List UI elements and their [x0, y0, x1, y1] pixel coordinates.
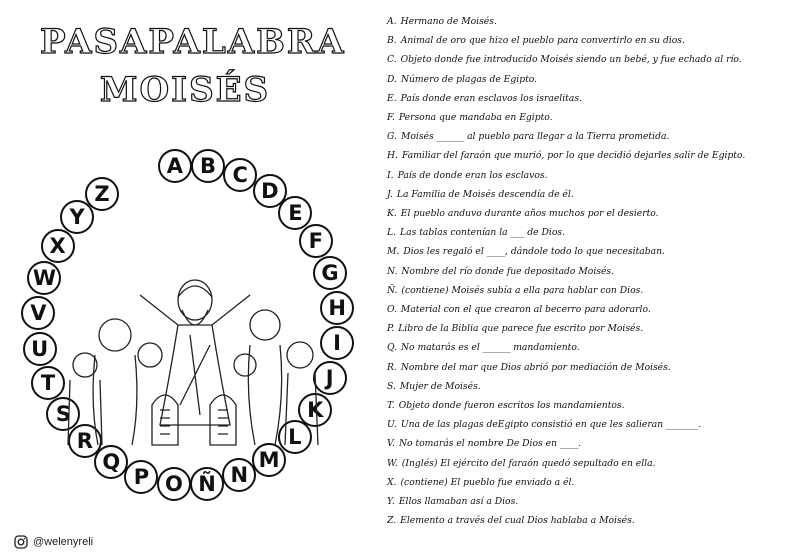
clue-item [387, 377, 787, 396]
letter-badge-u: U [23, 332, 57, 366]
clue-item [387, 31, 787, 50]
clue-letter: M. [387, 246, 400, 258]
footer-credit [14, 535, 93, 549]
clue-item [387, 358, 787, 377]
letter-badge-h: H [320, 291, 354, 325]
letter-badge-a: A [158, 149, 192, 183]
clue-text: Las tablas contenían la ___ de Dios. [400, 227, 565, 239]
clue-text: (contiene) Moisés subía a ella para hablar con Dios. [401, 284, 644, 296]
clue-letter: K. [387, 208, 397, 220]
clue-item [387, 70, 787, 89]
clue-item [387, 108, 787, 127]
letter-badge-z: Z [85, 177, 119, 211]
clue-letter: O. [387, 304, 397, 316]
clue-item [387, 511, 787, 530]
clue-letter: F. [387, 112, 395, 124]
clue-item [387, 166, 787, 185]
clue-letter: B. [387, 35, 397, 47]
letter-badge-m: M [252, 443, 286, 477]
clue-letter: Q. [387, 342, 397, 354]
clue-item [387, 281, 787, 300]
clue-item [387, 89, 787, 108]
clue-letter: X. [387, 476, 397, 488]
clue-text: No tomarás el nombre De Dios en ____. [398, 438, 582, 450]
letter-badge-p: P [124, 460, 158, 494]
letter-badge-r: R [68, 424, 102, 458]
clue-text: País donde eran esclavos los israelitas. [400, 92, 582, 104]
clue-text: Persona que mandaba en Egipto. [398, 112, 553, 124]
clue-item [387, 319, 787, 338]
clue-text: Mujer de Moisés. [399, 380, 481, 392]
clue-item [387, 473, 787, 492]
clue-letter: R. [387, 361, 397, 373]
clue-text: Nombre del mar que Dios abrió por mediación de Moisés. [400, 361, 671, 373]
clue-text: Libro de la Biblia que parece fue escrito por Moisés. [398, 323, 644, 335]
clue-item [387, 434, 787, 453]
clue-letter: G. [387, 131, 397, 143]
clue-text: Elemento a través del cual Dios hablaba a Moisés. [400, 515, 635, 527]
clue-text: Animal de oro que hizo el pueblo para convertirlo en su dios. [400, 35, 685, 47]
letter-badge-t: T [31, 366, 65, 400]
clue-text: Número de plagas de Egipto. [400, 73, 538, 85]
clue-text: Material con el que crearon al becerro para adorarlo. [400, 304, 651, 316]
clue-letter: Ñ. [387, 284, 398, 296]
letter-badge-l: L [278, 420, 312, 454]
letter-badge-o: O [157, 467, 191, 501]
clue-item [387, 223, 787, 242]
clue-letter: Y. [387, 496, 395, 508]
clue-letter: H. [387, 150, 398, 162]
worksheet-title-line-1: PASAPALABRA [40, 22, 346, 62]
letter-badge-n: N [222, 458, 256, 492]
clue-letter: T. [387, 400, 395, 412]
clue-item [387, 242, 787, 261]
letter-badge-f: F [299, 224, 333, 258]
worksheet-title-line-2: MOISÉS [99, 70, 271, 110]
clue-text: No matarás es el ______ mandamiento. [401, 342, 580, 354]
clue-text: Dios les regaló el ____, dándole todo lo que necesitaban. [403, 246, 665, 258]
moses-illustration [60, 255, 330, 465]
clue-text: La Familia de Moisés descendía de él. [396, 188, 574, 200]
clue-letter: A. [387, 16, 397, 27]
clue-item [387, 300, 787, 319]
clue-text: Objeto donde fue introducido Moisés siendo un bebé, y fue echado al río. [400, 54, 742, 66]
clue-letter: J. [387, 188, 393, 200]
clue-letter: V. [387, 438, 395, 450]
clue-letter: L. [387, 227, 397, 239]
letter-badge-ñ: Ñ [190, 467, 224, 501]
clue-letter: P. [387, 323, 395, 335]
clue-letter: I. [387, 169, 394, 181]
letter-badge-e: E [278, 196, 312, 230]
letter-badge-g: G [313, 256, 347, 290]
clue-item [387, 492, 787, 511]
clue-item [387, 12, 787, 31]
clue-item [387, 50, 787, 69]
clue-item [387, 415, 787, 434]
clue-text: Nombre del río donde fue depositado Moisés. [401, 265, 615, 277]
clue-letter: E. [387, 92, 397, 104]
instagram-handle: @welenyreli [33, 536, 94, 548]
letter-badge-i: I [320, 326, 354, 360]
clue-text: País de donde eran los esclavos. [397, 169, 548, 181]
letter-badge-x: X [41, 229, 75, 263]
letter-badge-s: S [46, 397, 80, 431]
clue-letter: W. [387, 457, 398, 469]
letter-badge-y: Y [60, 200, 94, 234]
letter-badge-w: W [27, 261, 61, 295]
clue-letter: Z. [387, 515, 397, 527]
clue-list [387, 12, 787, 530]
letter-badge-v: V [21, 296, 55, 330]
clue-letter: N. [387, 265, 398, 277]
instagram-icon [14, 535, 28, 549]
letter-badge-c: C [223, 158, 257, 192]
clue-letter: C. [387, 54, 397, 66]
clue-text: Moisés ______ al pueblo para llegar a la Tierra prometida. [400, 131, 670, 143]
clue-letter: U. [387, 419, 397, 431]
clue-item [387, 146, 787, 165]
clue-item [387, 454, 787, 473]
clue-item [387, 185, 787, 204]
clue-item [387, 204, 787, 223]
clue-text: Objeto donde fueron escritos los mandamientos. [398, 400, 625, 412]
letter-badge-j: J [313, 361, 347, 395]
clue-text: Familiar del faraón que murió, por lo que decidió dejarles salir de Egipto. [401, 150, 746, 162]
clue-text: Ellos llamaban así a Dios. [398, 496, 519, 508]
clue-text: (Inglés) El ejército del faraón quedó sepultado en ella. [401, 457, 656, 469]
clue-text: El pueblo anduvo durante años muchos por el desierto. [400, 208, 659, 220]
letter-badge-d: D [253, 174, 287, 208]
clue-item [387, 262, 787, 281]
letter-badge-k: K [298, 393, 332, 427]
clue-item [387, 396, 787, 415]
clue-text: (contiene) El pueblo fue enviado a él. [400, 476, 575, 488]
letter-badge-q: Q [94, 445, 128, 479]
letter-badge-b: B [191, 149, 225, 183]
clue-text: Una de las plagas deEgipto consistió en que les salieran _______. [400, 419, 702, 431]
clue-item [387, 127, 787, 146]
clue-item [387, 338, 787, 357]
clue-letter: D. [387, 73, 397, 85]
clue-letter: S. [387, 380, 396, 392]
clue-text: Hermano de Moisés. [400, 16, 497, 27]
